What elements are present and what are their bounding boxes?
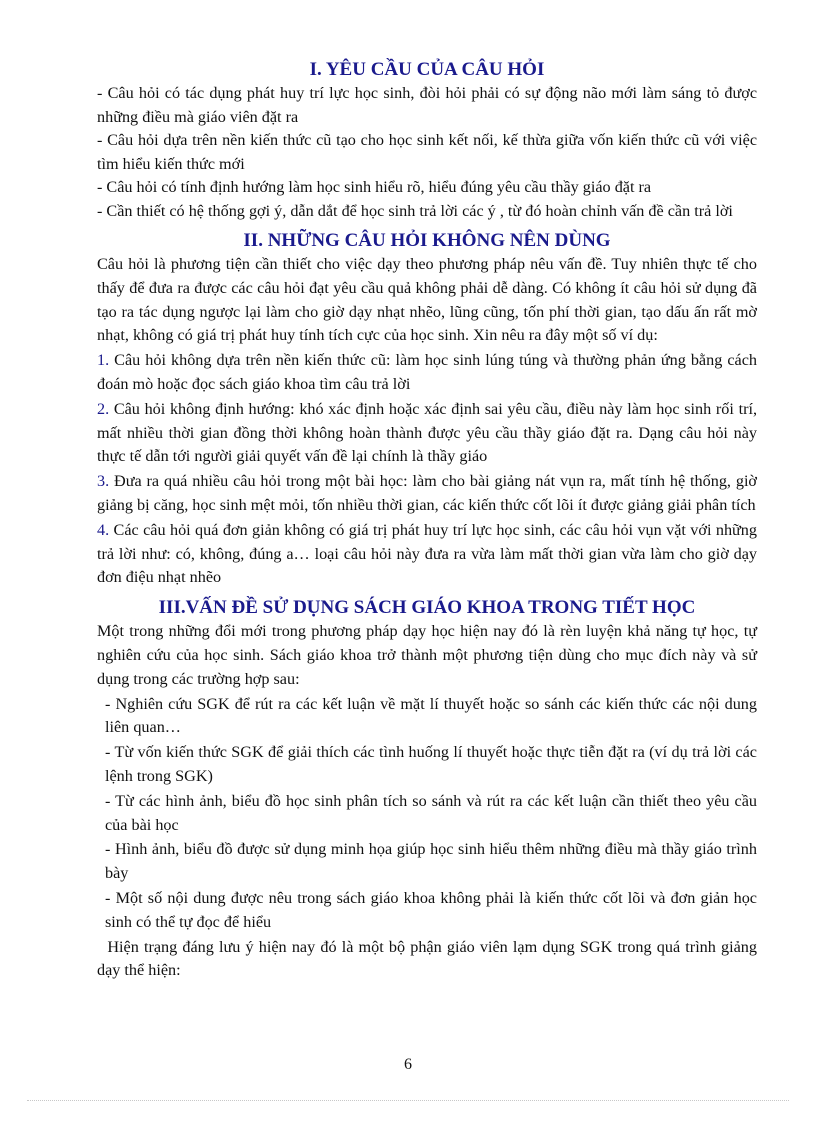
section-questions-to-avoid [97, 229, 757, 590]
item-text: Đưa ra quá nhiều câu hỏi trong một bài học: làm cho bài giảng nát vụn ra, mất tính hệ thống, giờ giảng bị căng, học sinh mệt mỏi, tốn nhiều thời gian, các kiến thức cốt lõi ít được giảng giải phân tích [97, 472, 757, 514]
page-number: 6 [404, 1056, 412, 1073]
usage-bullet: - Từ các hình ảnh, biểu đồ học sinh phân tích so sánh và rút ra các kết luận cần thiết theo yêu cầu của bài học [105, 791, 757, 834]
usage-bullet: - Một số nội dung được nêu trong sách giáo khoa không phải là kiến thức cốt lõi và đơn giản học sinh có thể tự đọc để hiểu [105, 888, 757, 931]
item-number: 3. [97, 472, 110, 491]
usage-bullet: - Hình ảnh, biểu đồ được sử dụng minh họa giúp học sinh hiểu thêm những điều mà thầy giáo trình bày [105, 840, 757, 883]
item-text: Câu hỏi không định hướng: khó xác định hoặc xác định sai yêu cầu, điều này làm học sinh rối trí, mất nhiều thời gian đồng thời không hoàn thành được yêu cầu thầy giáo đặt ra. Dạng câu hỏi này thực tế dẫn tới người giải quyết vấn đề lại chính là thầy giáo [97, 399, 757, 466]
section-textbook-usage [97, 596, 762, 983]
list-item [97, 349, 757, 397]
requirement-bullet: - Câu hỏi dựa trên nền kiến thức cũ tạo cho học sinh kết nối, kế thừa giữa vốn kiến thức cũ với việc tìm hiểu kiến thức mới [97, 131, 757, 173]
requirement-bullet: - Câu hỏi có tác dụng phát huy trí lực học sinh, đòi hỏi phải có sự động não mới làm sáng tỏ được những điều mà giáo viên đặt ra [97, 84, 757, 126]
requirement-bullet: - Câu hỏi có tính định hướng làm học sinh hiểu rõ, hiểu đúng yêu cầu thầy giáo đặt ra [97, 178, 652, 196]
list-item [97, 519, 757, 590]
page-bottom-divider [27, 1100, 789, 1101]
item-number: 2. [97, 399, 110, 418]
requirement-bullet: - Cần thiết có hệ thống gợi ý, dẫn dắt để học sinh trả lời các ý , từ đó hoàn chỉnh vấn đề cần trả lời [97, 201, 733, 220]
list-item [97, 470, 757, 518]
item-number: 4. [97, 520, 110, 539]
document-page [97, 0, 762, 983]
section-heading-1: I. YÊU CẦU CỦA CÂU HỎI [309, 59, 545, 80]
usage-bullet: - Từ vốn kiến thức SGK để giải thích các tình huống lí thuyết hoặc thực tiễn đặt ra (ví dụ trả lời các lệnh trong SGK) [105, 743, 757, 785]
closing-paragraph: Hiện trạng đáng lưu ý hiện nay đó là một bộ phận giáo viên lạm dụng SGK trong quá trình giảng dạy thể hiện: [97, 937, 762, 980]
list-item [97, 398, 757, 469]
item-text: Câu hỏi không dựa trên nền kiến thức cũ: làm học sinh lúng túng và thường phản ứng bằng cách đoán mò hoặc đọc sách giáo khoa tìm câu trả lời [97, 351, 757, 393]
item-text: Các câu hỏi quá đơn giản không có giá trị phát huy trí lực học sinh, các câu hỏi vụn vặt với những trả lời như: có, không, đúng a… loại câu hỏi này đưa ra vừa làm mất thời gian vừa làm cho giờ dạy đơn điệu nhạt nhẽo [97, 520, 757, 587]
section-requirements [97, 58, 757, 223]
section-heading-2: II. NHỮNG CÂU HỎI KHÔNG NÊN DÙNG [243, 230, 611, 251]
usage-bullet: - Nghiên cứu SGK để rút ra các kết luận về mặt lí thuyết hoặc so sánh các kiến thức các nội dung liên quan… [105, 694, 757, 737]
section-intro: Một trong những đổi mới trong phương pháp dạy học hiện nay đó là rèn luyện khả năng tự học, tự nghiên cứu của học sinh. Sách giáo khoa trở thành một phương tiện dùng cho mục đích này và sử dụng trong các trường hợp sau: [97, 622, 757, 688]
section-heading-3: III.VẤN ĐỀ SỬ DỤNG SÁCH GIÁO KHOA TRONG TIẾT HỌC [158, 597, 696, 619]
item-number: 1. [97, 351, 110, 370]
section-intro: Câu hỏi là phương tiện cần thiết cho việc dạy theo phương pháp nêu vấn đề. Tuy nhiên thực tế cho thấy để đưa ra được các câu hỏi đạt yêu cầu quả không phải dễ dàng. Có không ít câu hỏi sử dụng đã tạo ra tác dụng ngược lại làm cho giờ dạy nhạt nhẽo, lũng cũng, tốn phí thời gian, tạo dấu ấn rất mờ nhạt, không có giá trị phát huy tính tích cực của học sinh. Xin nêu ra đây một số ví dụ: [97, 255, 757, 345]
